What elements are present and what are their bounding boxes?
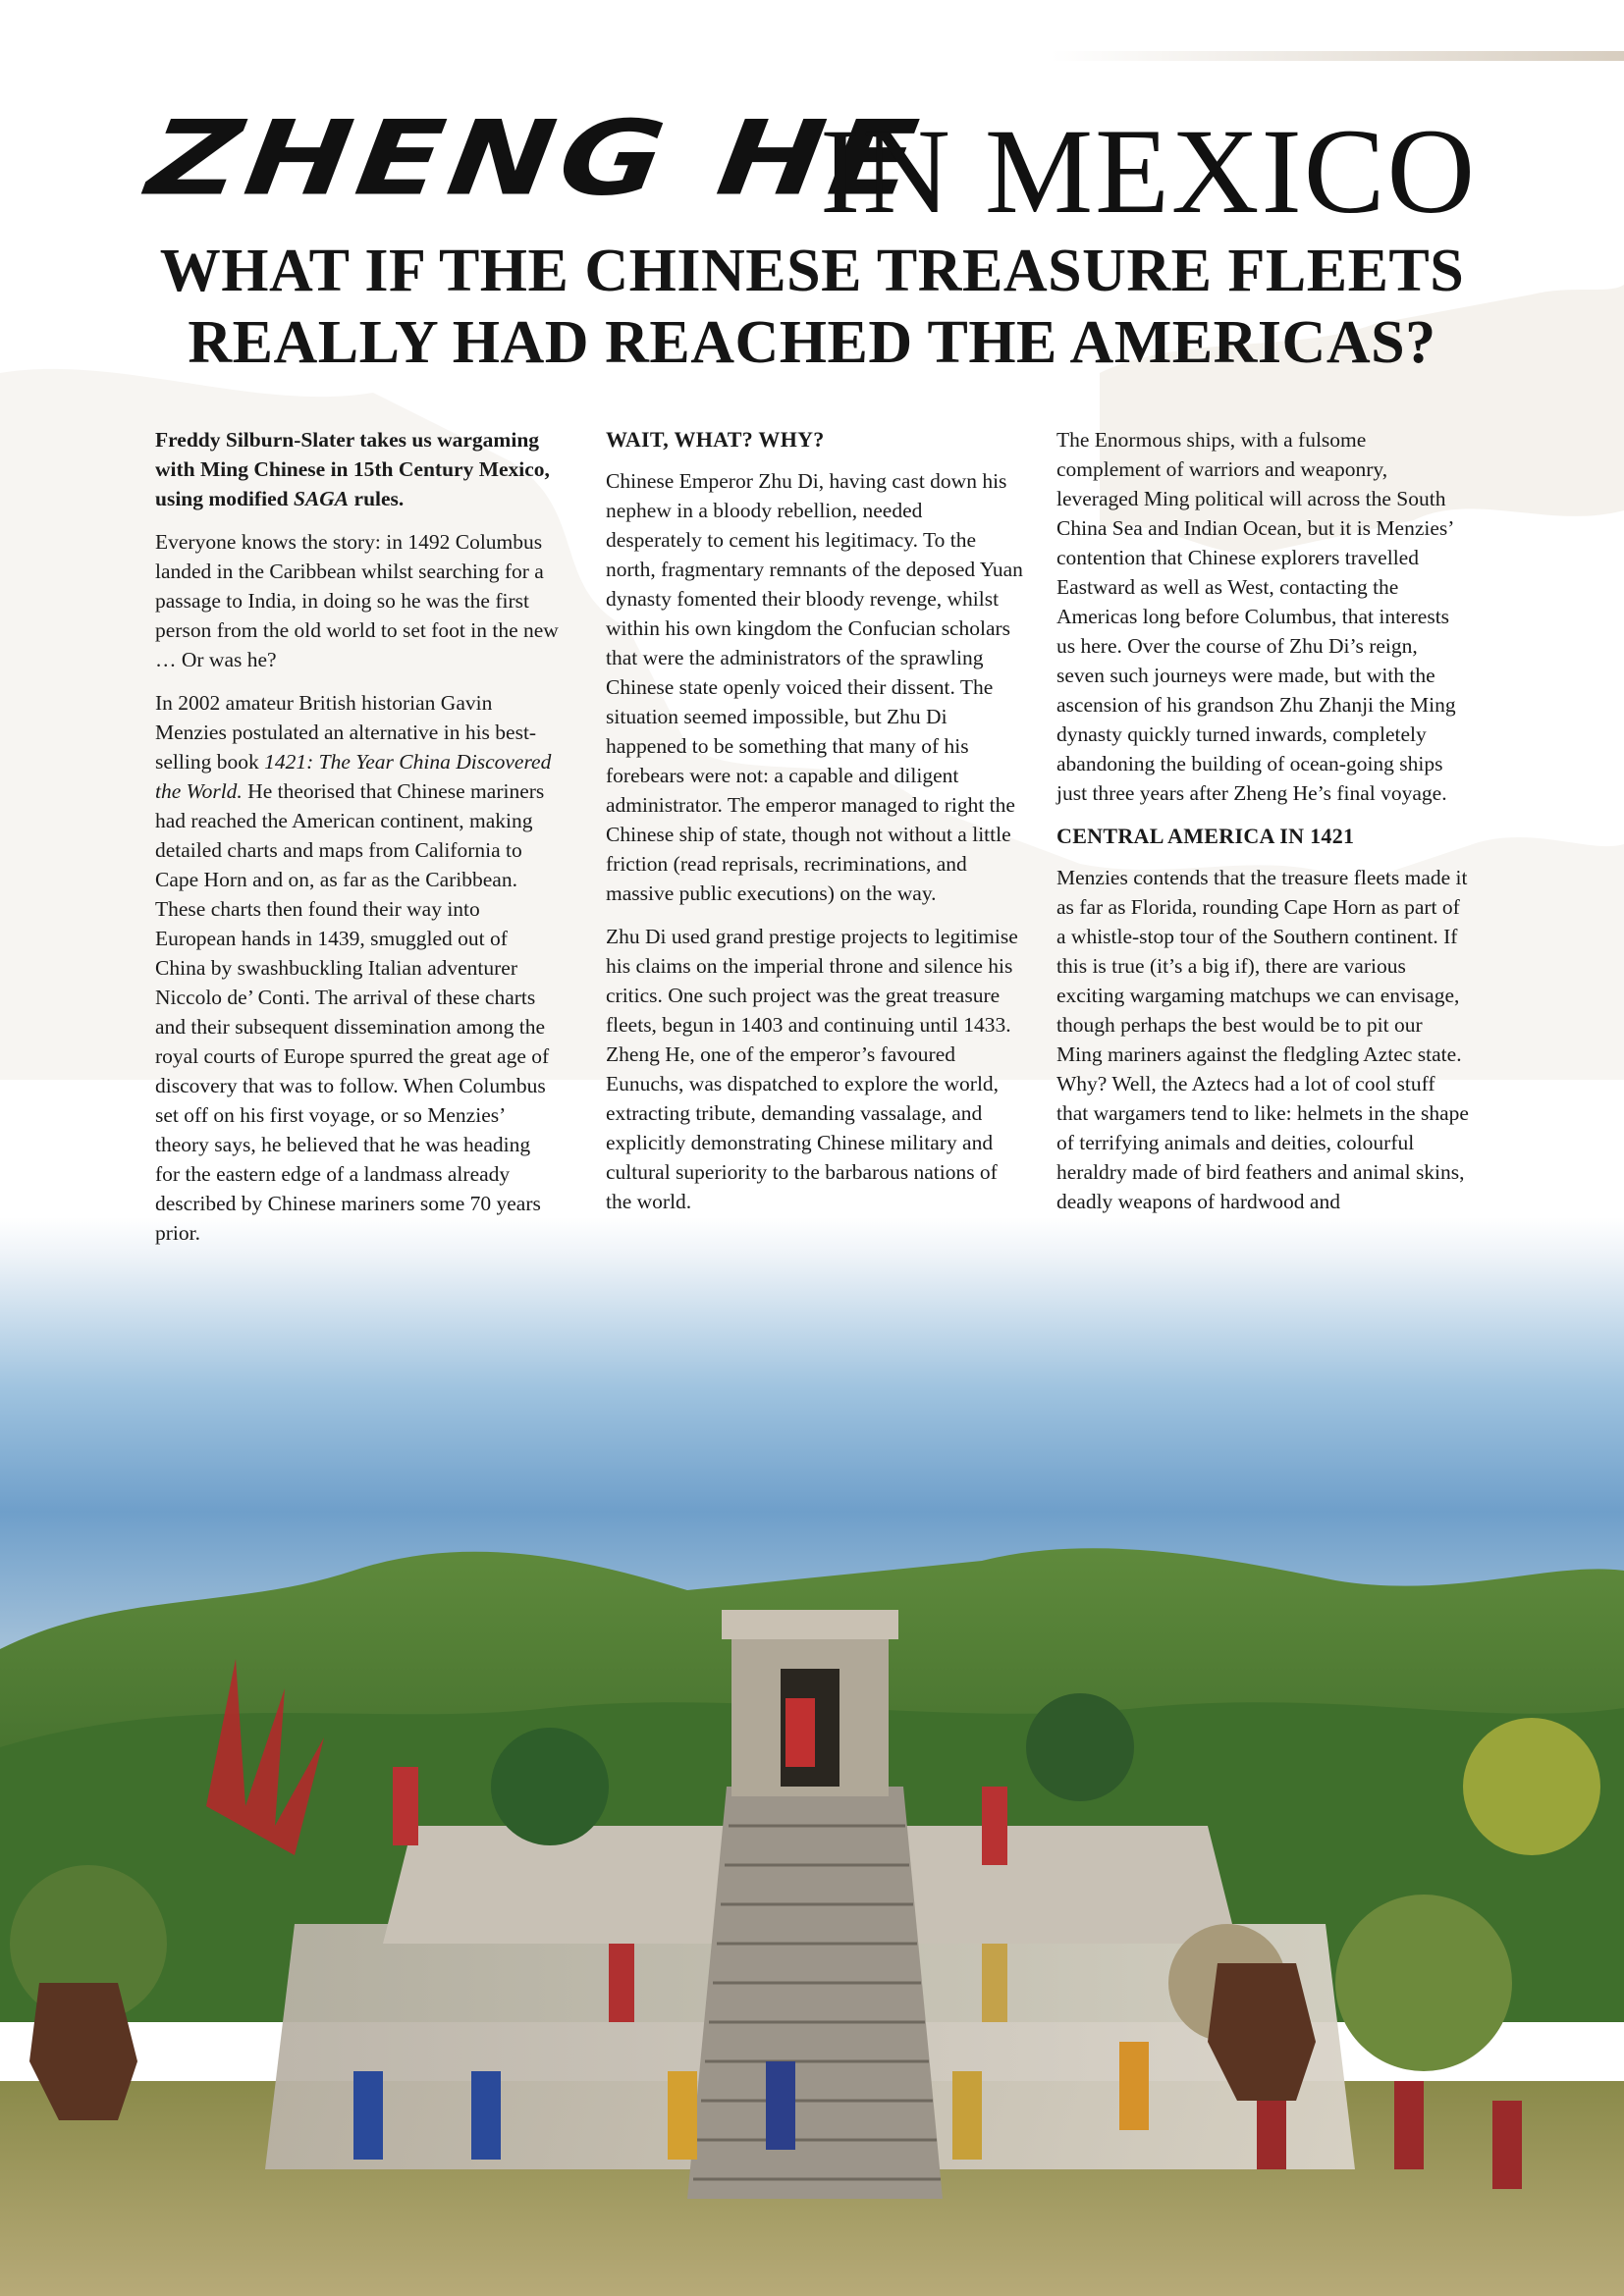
- paragraph: Chinese Emperor Zhu Di, having cast down his nephew in a bloody rebellion, needed desperately to cement his legitimacy. To the north, fragmentary remnants of the deposed Yuan dynasty fomented their bloody revenge, whilst within his own kingdom the Confucian scholars that were the administrators of the sprawling Chinese state openly voiced their dissent. The situation seemed impossible, but Zhu Di happened to be something that many of his forebears were not: a capable and diligent administrator. The emperor managed to right the Chinese ship of state, though not without a little friction (read reprisals, recriminations, and massive public executions) on the way.: [606, 469, 1023, 905]
- article-title: [140, 98, 1477, 240]
- article-lead: Freddy Silburn-Slater takes us wargaming with Ming Chinese in 15th Century Mexico, using modified SAGA rules.: [155, 428, 550, 510]
- paragraph: Menzies contends that the treasure fleets made it as far as Florida, rounding Cape Horn as part of a whistle-stop tour of the Southern continent. If this is true (it’s a big if), there are various exciting wargaming matchups we can envisage, though perhaps the best would be to pit our Ming mariners against the fledgling Aztec state. Why? Well, the Aztecs had a lot of cool stuff that wargamers tend to like: helmets in the shape of terrifying animals and deities, colourful heraldry made of bird feathers and animal skins, deadly weapons of hardwood and: [1056, 866, 1469, 1213]
- section-heading: CENTRAL AMERICA IN 1421: [1056, 824, 1355, 848]
- paragraph: Zhu Di used grand prestige projects to legitimise his claims on the imperial throne and silence his critics. One such project was the great treasure fleets, begun in 1403 and continuing until 1433. Zheng He, one of the emperor’s favoured Eunuchs, was dispatched to explore the world, extracting tribute, demanding vassalage, and explicitly demonstrating Chinese military and cultural superiority to the barbarous nations of the world.: [606, 925, 1018, 1213]
- paragraph: Everyone knows the story: in 1492 Columbus landed in the Caribbean whilst searching for a passage to India, in doing so he was the first person from the old world to set foot in the new … Or was he?: [155, 530, 559, 671]
- article-subtitle-line1: WHAT IF THE CHINESE TREASURE FLEETS: [159, 238, 1465, 304]
- column-3: [1056, 425, 1469, 1230]
- title-brush-text: ZHENG HE: [140, 98, 931, 220]
- column-1: [155, 425, 560, 1261]
- diorama-photo: [0, 1237, 1624, 2296]
- article-subtitle-line2: REALLY HAD REACHED THE AMERICAS?: [188, 309, 1436, 376]
- saga-title: SAGA: [293, 487, 350, 510]
- section-heading: WAIT, WHAT? WHY?: [606, 427, 825, 452]
- paragraph: In 2002 amateur British historian Gavin Menzies postulated an alternative in his best-selling book 1421: The Year China Discovered the World. He theorised that Chinese mariners had reached the American continent, making detailed charts and maps from California to Cape Horn and on, as far as the Caribbean. These charts then found their way into European hands in 1439, smuggled out of China by swashbuckling Italian adventurer Niccolo de’ Conti. The arrival of these charts and their subsequent dissemination among the royal courts of Europe spurred the great age of discovery that was to follow. When Columbus set off on his first voyage, or so Menzies’ theory says, he believed that he was heading for the eastern edge of a landmass already described by Chinese mariners some 70 years prior.: [155, 691, 552, 1245]
- book-title: 1421: The Year China Discovered the World.: [155, 750, 552, 803]
- top-accent-line: [1051, 51, 1624, 61]
- title-rest-text: IN MEXICO: [820, 104, 1477, 239]
- column-2: [606, 425, 1023, 1230]
- paragraph: The Enormous ships, with a fulsome complement of warriors and weaponry, leveraged Ming political will across the South China Sea and Indian Ocean, but it is Menzies’ contention that Chinese explorers travelled Eastward as well as West, contacting the Americas long before Columbus, that interests us here. Over the course of Zhu Di’s reign, seven such journeys were made, but with the ascension of his grandson Zhu Zhanji the Ming dynasty quickly turned inwards, completely abandoning the building of ocean-going ships just three years after Zheng He’s final voyage.: [1056, 428, 1456, 805]
